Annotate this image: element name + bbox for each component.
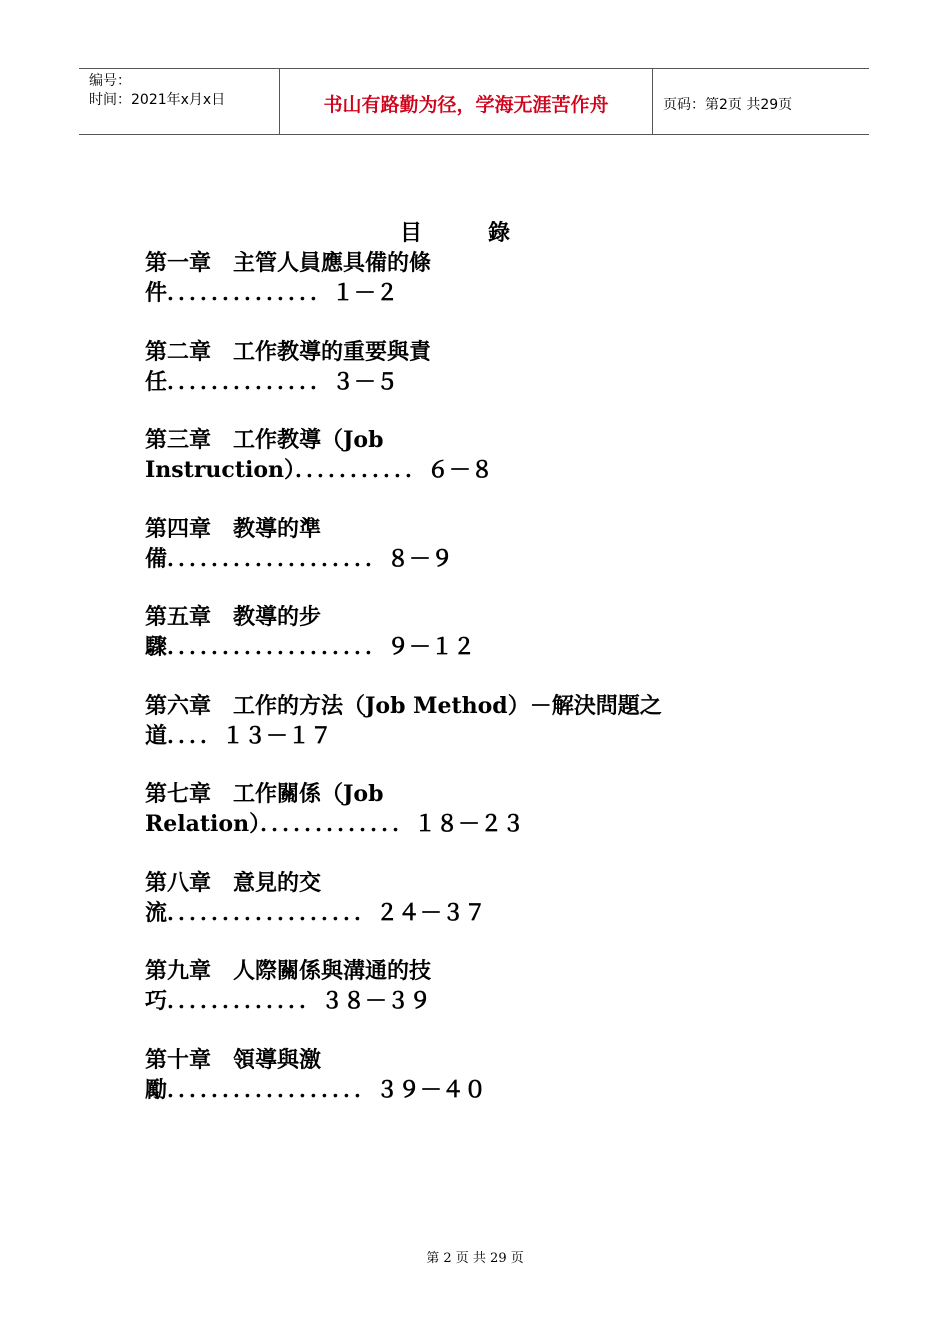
table-of-contents [145, 248, 765, 1133]
number-label: 编号： [89, 73, 131, 89]
toc-entry-pages: 勵．．．．．．．．．．．．．．．．．．３９－４０ [145, 1076, 487, 1103]
toc-entry-heading: 第四章 教導的準 [145, 515, 322, 542]
toc-entry-pages: Relation）．．．．．．．．．．．．．１８－２３ [145, 811, 525, 837]
toc-entry-heading: 第三章 工作教導（Job [145, 427, 384, 453]
page-header [79, 68, 869, 135]
toc-entry [145, 248, 765, 337]
toc-entry-pages: 件．．．．．．．．．．．．．．１－２ [145, 280, 399, 306]
toc-entry [145, 514, 765, 603]
page-footer: 第 2 页 共 29 页 [426, 1251, 524, 1266]
toc-entry [145, 425, 765, 514]
toc-title-left: 目 [400, 220, 423, 246]
toc-entry-pages: 任．．．．．．．．．．．．．．３－５ [145, 368, 399, 395]
toc-title [400, 216, 510, 247]
toc-entry-heading: 第八章 意見的交 [145, 869, 322, 896]
toc-entry-heading: 第一章 主管人員應具備的條 [145, 250, 432, 276]
time-label: 时间：2021年x月x日 [89, 92, 226, 108]
toc-entry [145, 602, 765, 691]
toc-entry [145, 956, 765, 1045]
toc-entry [145, 779, 765, 868]
toc-entry-pages: 巧．．．．．．．．．．．．．３８－３９ [145, 988, 432, 1014]
toc-entry-pages: 備．．．．．．．．．．．．．．．．．．．８－９ [145, 545, 454, 572]
toc-entry [145, 1045, 765, 1134]
header-page-label: 页码：第2页 共29页 [663, 96, 793, 113]
toc-entry [145, 337, 765, 426]
toc-title-right: 錄 [488, 220, 511, 246]
toc-entry [145, 868, 765, 957]
toc-entry-pages: 驟．．．．．．．．．．．．．．．．．．．９－１２ [145, 634, 476, 660]
toc-entry-heading: 第五章 教導的步 [145, 604, 322, 630]
toc-entry-heading: 第七章 工作關係（Job [145, 781, 384, 807]
header-motto: 书山有路勤为径，学海无涯苦作舟 [280, 69, 653, 134]
toc-entry-heading: 第九章 人際關係與溝通的技 [145, 958, 432, 984]
toc-entry-heading: 第十章 領導與激 [145, 1046, 322, 1073]
toc-entry-pages: 道．．．．１３－１７ [145, 722, 333, 749]
toc-entry-pages: 流．．．．．．．．．．．．．．．．．．２４－３７ [145, 899, 487, 926]
toc-entry-heading: 第六章 工作的方法（Job Method）－解決問題之 [145, 692, 662, 719]
toc-entry-pages: Instruction）．．．．．．．．．．．６－８ [145, 457, 494, 483]
toc-entry-heading: 第二章 工作教導的重要與責 [145, 338, 432, 365]
header-meta [79, 69, 280, 134]
toc-entry [145, 691, 765, 780]
